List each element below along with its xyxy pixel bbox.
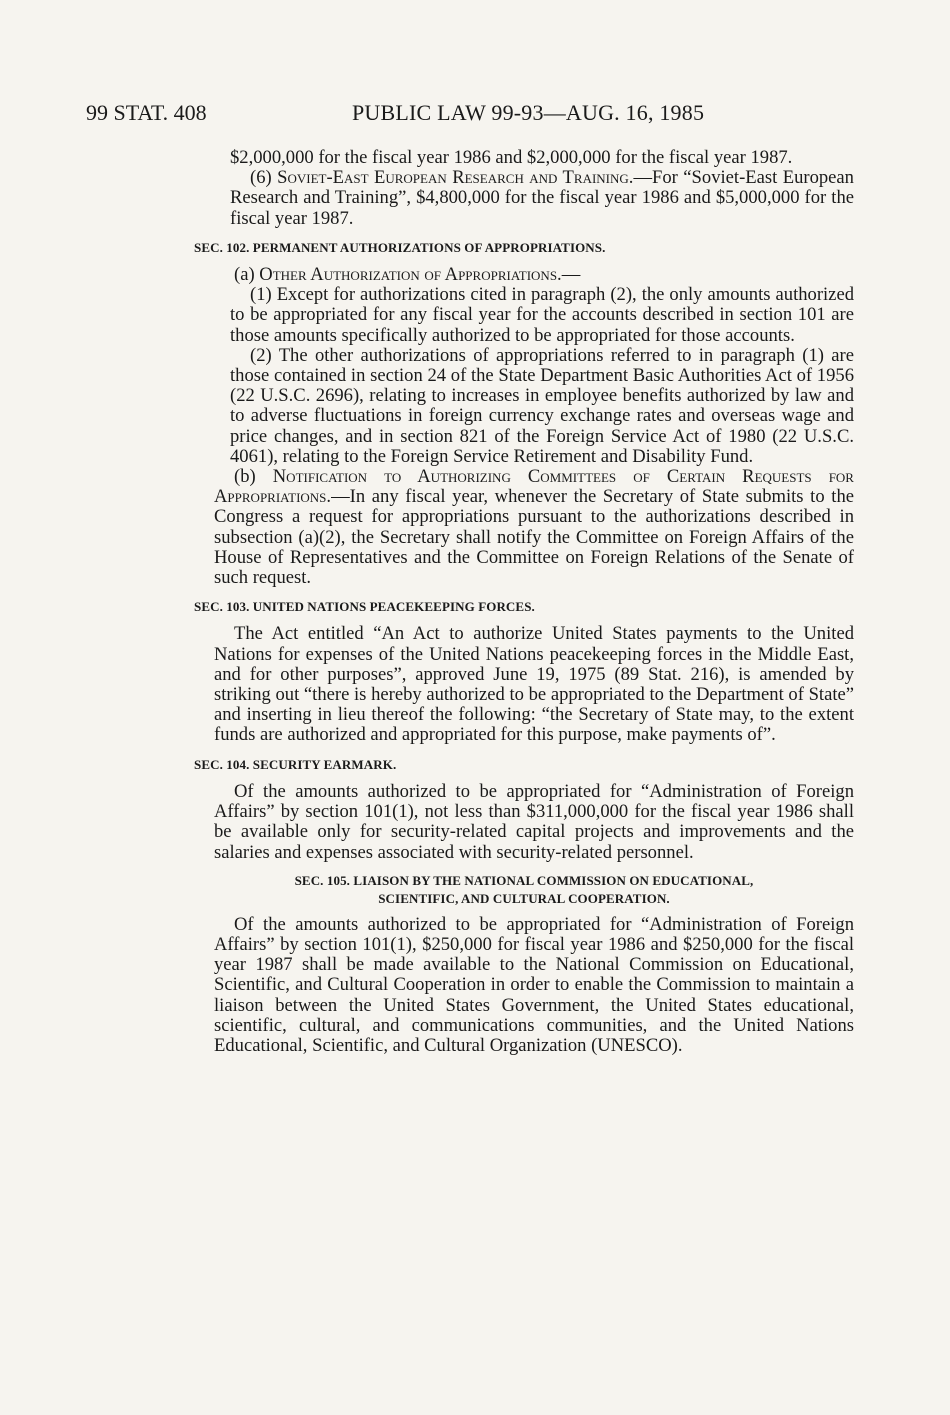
subsection-a-dash: — — [561, 264, 581, 286]
item-6-paragraph — [230, 168, 854, 229]
document-body — [194, 147, 854, 1056]
continuation-paragraph: $2,000,000 for the fiscal year 1986 and $2,000,000 for the fiscal year 1987. — [230, 147, 793, 168]
paragraph-a2: (2) The other authorizations of appropriations referred to in paragraph (1) are those contained in section 24 of the State Department Basic Authorities Act of 1956 (22 U.S.C. 2696), relating to increases in employee benefits authorized by law and to adverse fluctuations in foreign currency exchange rates and overseas wage and price changes, and in section 821 of the Foreign Service Act of 1980 (22 U.S.C. 4061), relating to the Foreign Service Retirement and Disability Fund. — [230, 344, 854, 467]
item-6-number: (6) — [250, 167, 278, 189]
subsection-a-heading: Other Authorization of Appropriations. — [259, 264, 562, 286]
section-102-heading: SEC. 102. PERMANENT AUTHORIZATIONS OF APPROPRIATIONS. — [194, 239, 606, 255]
paragraph-a1: (1) Except for authorizations cited in paragraph (2), the only amounts authorized to be appropriated for any fiscal year for the accounts described in section 101 are those amounts specifically authorized to be appropriated for those accounts. — [230, 284, 854, 346]
subsection-b-heading: Notification to Authorizing Committees of Certain Requests for Appropriations. — [214, 466, 854, 508]
item-6-heading: Soviet-East European Research and Training. — [277, 167, 634, 189]
public-law-title: PUBLIC LAW 99-93—AUG. 16, 1985 — [352, 100, 705, 125]
section-104-heading: SEC. 104. SECURITY EARMARK. — [194, 756, 397, 772]
subsection-a-label: (a) — [234, 264, 260, 286]
section-105-heading — [194, 872, 854, 908]
subsection-b-text: —In any fiscal year, whenever the Secretary of State submits to the Congress a request for appropriations pursuant to the authorizations described in subsection (a)(2), the Secretary shall notify the Committee on Foreign Affairs of the House of Representatives and the Committee on Foreign Relations of the Senate of such request. — [214, 486, 854, 589]
section-105-heading-line2: SCIENTIFIC, AND CULTURAL COOPERATION. — [378, 890, 670, 906]
section-104-text: Of the amounts authorized to be appropriated for “Administration of Foreign Affairs” by section 101(1), not less than $311,000,000 for the fiscal year 1986 shall be available only for security-related capital projects and improvements and the salaries and expenses associated with security-related personnel. — [214, 780, 854, 863]
statute-page-number: 99 STAT. 408 — [86, 100, 207, 125]
subsection-a-heading-line — [214, 265, 854, 285]
section-105-text: Of the amounts authorized to be appropriated for “Administration of Foreign Affairs” by section 101(1), $250,000 for fiscal year 1986 and $250,000 for the fiscal year 1987 shall be made available to the National Commission on Educational, Scientific, and Cultural Cooperation in order to enable the Commission to maintain a liaison between the United States Government, the United States educational, scientific, cultural, and communications communities, and the United Nations Educational, Scientific, and Cultural Organization (UNESCO). — [214, 913, 854, 1056]
section-103-heading: SEC. 103. UNITED NATIONS PEACEKEEPING FORCES. — [194, 599, 535, 615]
section-105-heading-line1: SEC. 105. LIAISON BY THE NATIONAL COMMISSION ON EDUCATIONAL, — [294, 872, 754, 888]
item-6-text: —For “Soviet-East European Research and Training”, $4,800,000 for the fiscal year 1986 and $5,000,000 for the fiscal year 1987. — [230, 167, 854, 229]
subsection-b-paragraph — [214, 467, 854, 588]
section-103-text: The Act entitled “An Act to authorize United States payments to the United Nations for expenses of the United Nations peacekeeping forces in the Middle East, and for other purposes”, approved June 19, 1975 (89 Stat. 216), is amended by striking out “there is hereby authorized to be appropriated to the Department of State” and inserting in lieu thereof the following: “the Secretary of State may, to the extent funds are authorized and appropriated for this purpose, make payments of”. — [214, 623, 854, 746]
subsection-b-label: (b) — [234, 466, 273, 488]
